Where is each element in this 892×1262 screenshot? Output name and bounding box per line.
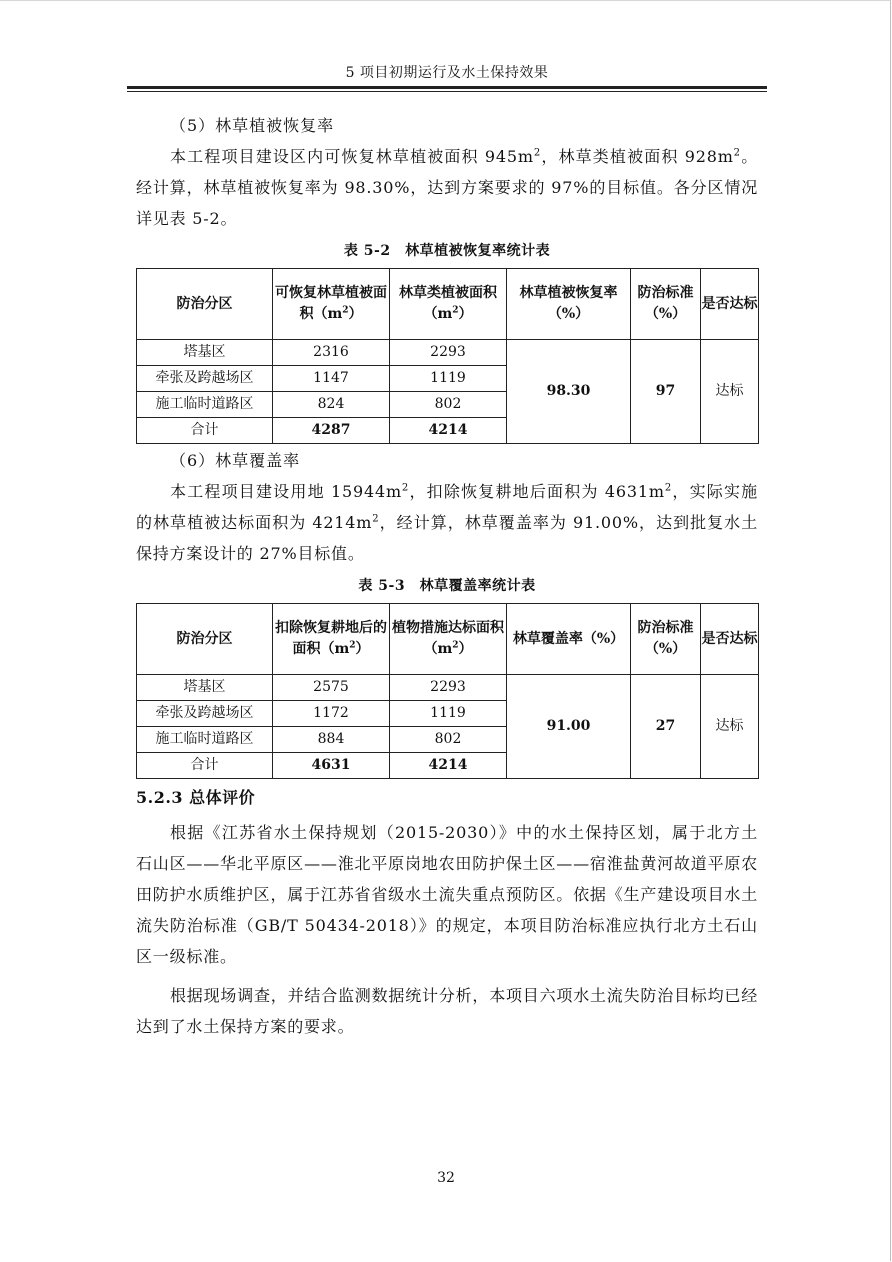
table-header-row	[137, 269, 759, 340]
header-area-a: 扣除恢复耕地后的面积$(m^2)$	[273, 604, 390, 675]
table-row	[137, 340, 759, 366]
cell-area-a: 824	[273, 392, 390, 418]
header-zone: 防治分区	[137, 269, 273, 340]
cell-zone: 塔基区	[137, 340, 273, 366]
cell-total-label: 合计	[137, 753, 273, 779]
table-5-2	[136, 268, 759, 444]
header-zone: 防治分区	[137, 604, 273, 675]
paragraph-overall-2: 根据现场调查，并结合监测数据统计分析，本项目六项水土流失防治目标均已经达到了水土保持方案的要求。	[136, 986, 759, 1036]
cell-area-b: 1119	[390, 366, 507, 392]
cell-zone: 施工临时道路区	[137, 392, 273, 418]
page-number: 32	[437, 1170, 455, 1186]
table-5-2-caption: 表 5-2 林草植被恢复率统计表	[343, 243, 551, 259]
cell-area-b: 802	[390, 392, 507, 418]
cell-rate: 91.00	[507, 675, 631, 779]
cell-total-a: 4287	[273, 418, 390, 444]
paragraph-5: 本工程项目建设区内可恢复林草植被面积 $945m^2$，林草类植被面积 $928m^2$。经计算，林草植被恢复率为 98.30%，达到方案要求的 97%的目标值。各分区情况详见表 5-2。	[136, 147, 758, 228]
cell-area-b: 2293	[390, 340, 507, 366]
cell-zone: 牵张及跨越场区	[137, 701, 273, 727]
table-header-row	[137, 604, 759, 675]
cell-ok: 达标	[701, 340, 759, 444]
header-standard: 防治标准（%）	[631, 604, 701, 675]
page-body	[136, 111, 758, 1042]
cell-total-label: 合计	[137, 418, 273, 444]
cell-area-b: 802	[390, 727, 507, 753]
cell-total-a: 4631	[273, 753, 390, 779]
cell-zone: 塔基区	[137, 675, 273, 701]
paragraph-overall-1: 根据《江苏省水土保持规划（2015-2030）》中的水土保持区划，属于北方土石山区——华北平原区——淮北平原岗地农田防护保土区——宿淮盐黄河故道平原农田防护水质维护区，属于江苏省省级水土流失重点预防区。依据《生产建设项目水土流失防治标准（GB/T 50434-2018）》的规定，本项目防治标准应执行北方土石山区一级标准。	[136, 823, 758, 966]
cell-standard: 27	[631, 675, 701, 779]
paragraph-gap	[136, 972, 758, 980]
table-5-3	[136, 603, 759, 779]
cell-area-a: 2575	[273, 675, 390, 701]
table-5-3-caption: 表 5-3 林草覆盖率统计表	[358, 578, 536, 594]
header-ok: 是否达标	[701, 269, 759, 340]
header-area-a: 可恢复林草植被面积$(m^2)$	[273, 269, 390, 340]
table-row	[137, 675, 759, 701]
header-area-b: 植物措施达标面积$(m^2)$	[390, 604, 507, 675]
cell-area-a: 1147	[273, 366, 390, 392]
cell-area-a: 884	[273, 727, 390, 753]
header-area-b: 林草类植被面积$(m^2)$	[390, 269, 507, 340]
paragraph-6: 本工程项目建设用地 $15944m^2$，扣除恢复耕地后面积为 $4631m^2$，实际实施的林草植被达标面积为 $4214m^2$，经计算，林草覆盖率为 91.00%，达到批复水土保持方案设计的 27%目标值。	[136, 482, 758, 563]
cell-rate: 98.30	[507, 340, 631, 444]
cell-ok: 达标	[701, 675, 759, 779]
section-title-5-2-3: 5.2.3 总体评价	[136, 788, 256, 807]
cell-area-a: 1172	[273, 701, 390, 727]
header-rate: 林草覆盖率（%）	[507, 604, 631, 675]
running-header: 5 项目初期运行及水土保持效果	[345, 65, 549, 81]
header-rule-thin	[127, 91, 767, 92]
subheading-5: （5）林草植被恢复率	[170, 116, 335, 135]
header-ok: 是否达标	[701, 604, 759, 675]
header-rule-thick	[127, 86, 767, 89]
cell-zone: 施工临时道路区	[137, 727, 273, 753]
cell-standard: 97	[631, 340, 701, 444]
cell-area-a: 2316	[273, 340, 390, 366]
cell-total-b: 4214	[390, 753, 507, 779]
cell-area-b: 1119	[390, 701, 507, 727]
header-rate: 林草植被恢复率（%）	[507, 269, 631, 340]
cell-area-b: 2293	[390, 675, 507, 701]
header-standard: 防治标准（%）	[631, 269, 701, 340]
cell-total-b: 4214	[390, 418, 507, 444]
subheading-6: （6）林草覆盖率	[170, 451, 301, 470]
cell-zone: 牵张及跨越场区	[137, 366, 273, 392]
